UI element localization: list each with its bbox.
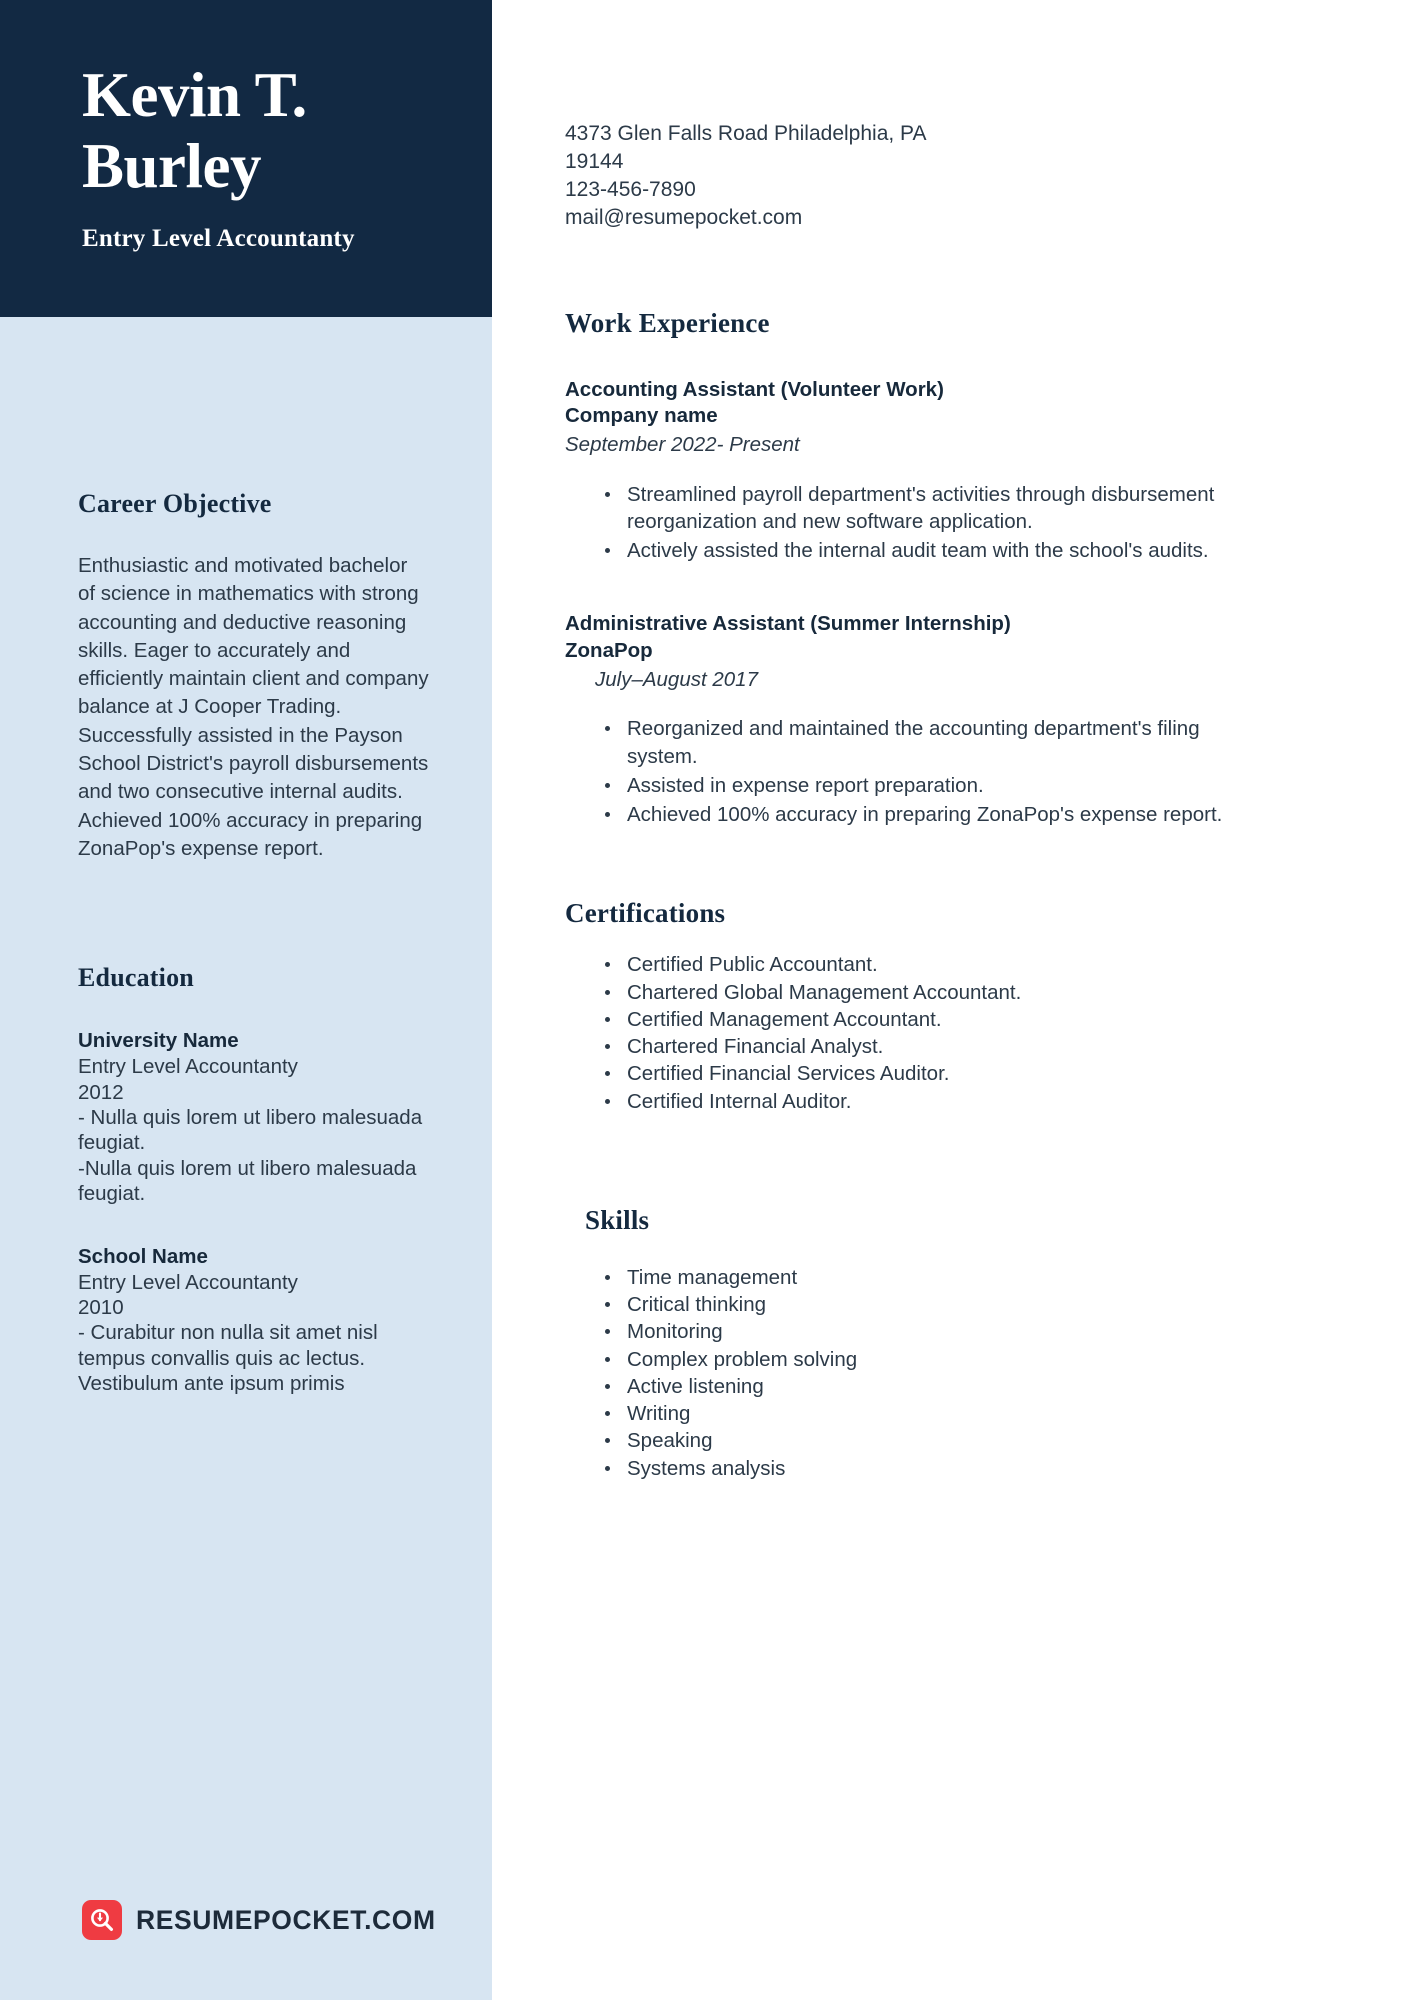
contact-phone[interactable]: 123-456-7890 (565, 178, 696, 202)
certifications-list (565, 951, 1254, 1115)
education-year: 2010 (78, 1296, 124, 1320)
skill-item: Writing (601, 1400, 1254, 1427)
work-experience-heading: Work Experience (565, 307, 770, 338)
certifications-section (565, 898, 1254, 1115)
career-objective-section (78, 489, 430, 863)
skills-section (565, 1205, 1254, 1482)
certification-item: Chartered Global Management Accountant. (601, 979, 1254, 1006)
resumepocket-logo (82, 1900, 436, 1940)
job-company: Company name (565, 403, 718, 427)
skill-item: Monitoring (601, 1318, 1254, 1345)
skills-heading: Skills (585, 1204, 650, 1235)
education-detail: -Nulla quis lorem ut libero malesuada feugiat. (78, 1156, 417, 1206)
education-heading: Education (78, 963, 194, 993)
job-entry (565, 377, 1254, 565)
job-bullet: Reorganized and maintained the accounting department's filing system. (601, 715, 1254, 770)
certifications-heading: Certifications (565, 898, 726, 929)
skill-item: Speaking (601, 1427, 1254, 1454)
skill-item: Systems analysis (601, 1455, 1254, 1482)
education-detail: - Curabitur non nulla sit amet nisl tempus convallis quis ac lectus. Vestibulum ante ipsum primis (78, 1321, 378, 1396)
education-entry (78, 1027, 430, 1206)
education-year: 2012 (78, 1080, 124, 1104)
education-institution: School Name (78, 1244, 208, 1268)
job-role: Accounting Assistant (Volunteer Work) (565, 377, 944, 401)
main-column (492, 0, 1414, 2000)
job-role: Administrative Assistant (Summer Internship) (565, 612, 1011, 636)
skill-item: Time management (601, 1264, 1254, 1291)
job-bullet: Streamlined payroll department's activities through disbursement reorganization and new software application. (601, 481, 1254, 536)
job-bullet: Achieved 100% accuracy in preparing ZonaPop's expense report. (601, 801, 1254, 828)
job-bullet-list (565, 481, 1254, 565)
candidate-job-title: Entry Level Accountanty (82, 225, 355, 253)
skill-item: Critical thinking (601, 1291, 1254, 1318)
work-experience-section (565, 308, 1254, 829)
job-bullet: Assisted in expense report preparation. (601, 772, 1254, 799)
skills-list (585, 1264, 1254, 1482)
education-detail: - Nulla quis lorem ut libero malesuada feugiat. (78, 1105, 423, 1155)
job-bullet-list (565, 715, 1254, 828)
skill-item: Complex problem solving (601, 1346, 1254, 1373)
contact-zip-line: 19144 (565, 150, 624, 174)
education-section (78, 963, 430, 1397)
sidebar-column (0, 0, 492, 2000)
education-program: Entry Level Accountanty (78, 1270, 298, 1294)
certification-item: Certified Internal Auditor. (601, 1088, 1254, 1115)
certification-item: Certified Financial Services Auditor. (601, 1060, 1254, 1087)
job-entry (565, 611, 1254, 828)
candidate-name: Kevin T. Burley (82, 60, 307, 201)
job-bullet: Actively assisted the internal audit team with the school's audits. (601, 537, 1254, 564)
job-dates: September 2022- Present (565, 432, 800, 456)
career-objective-text: Enthusiastic and motivated bachelor of science in mathematics with strong accounting and deductive reasoning skills. Eager to accurately and efficiently maintain client and company balance at J Cooper Trading. Successfully assisted in the Payson School District's payroll disbursements and two consecutive internal audits. Achieved 100% accuracy in preparing ZonaPop's expense report. (78, 554, 429, 860)
contact-address-line: 4373 Glen Falls Road Philadelphia, PA (565, 122, 927, 145)
education-institution: University Name (78, 1029, 239, 1053)
career-objective-heading: Career Objective (78, 489, 272, 518)
certification-item: Certified Public Accountant. (601, 951, 1254, 978)
skill-item: Active listening (601, 1373, 1254, 1400)
job-company: ZonaPop (565, 638, 653, 662)
contact-block (565, 0, 1254, 233)
certification-item: Certified Management Accountant. (601, 1006, 1254, 1033)
education-program: Entry Level Accountanty (78, 1055, 298, 1079)
name-header-block (0, 0, 492, 317)
job-dates: July–August 2017 (595, 667, 758, 691)
sidebar-body (0, 317, 492, 2000)
resumepocket-wordmark: RESUMEPOCKET.COM (136, 1904, 436, 1935)
certification-item: Chartered Financial Analyst. (601, 1033, 1254, 1060)
magnifier-download-icon (82, 1900, 122, 1940)
contact-email[interactable]: mail@resumepocket.com (565, 206, 803, 230)
education-entry (78, 1243, 430, 1397)
